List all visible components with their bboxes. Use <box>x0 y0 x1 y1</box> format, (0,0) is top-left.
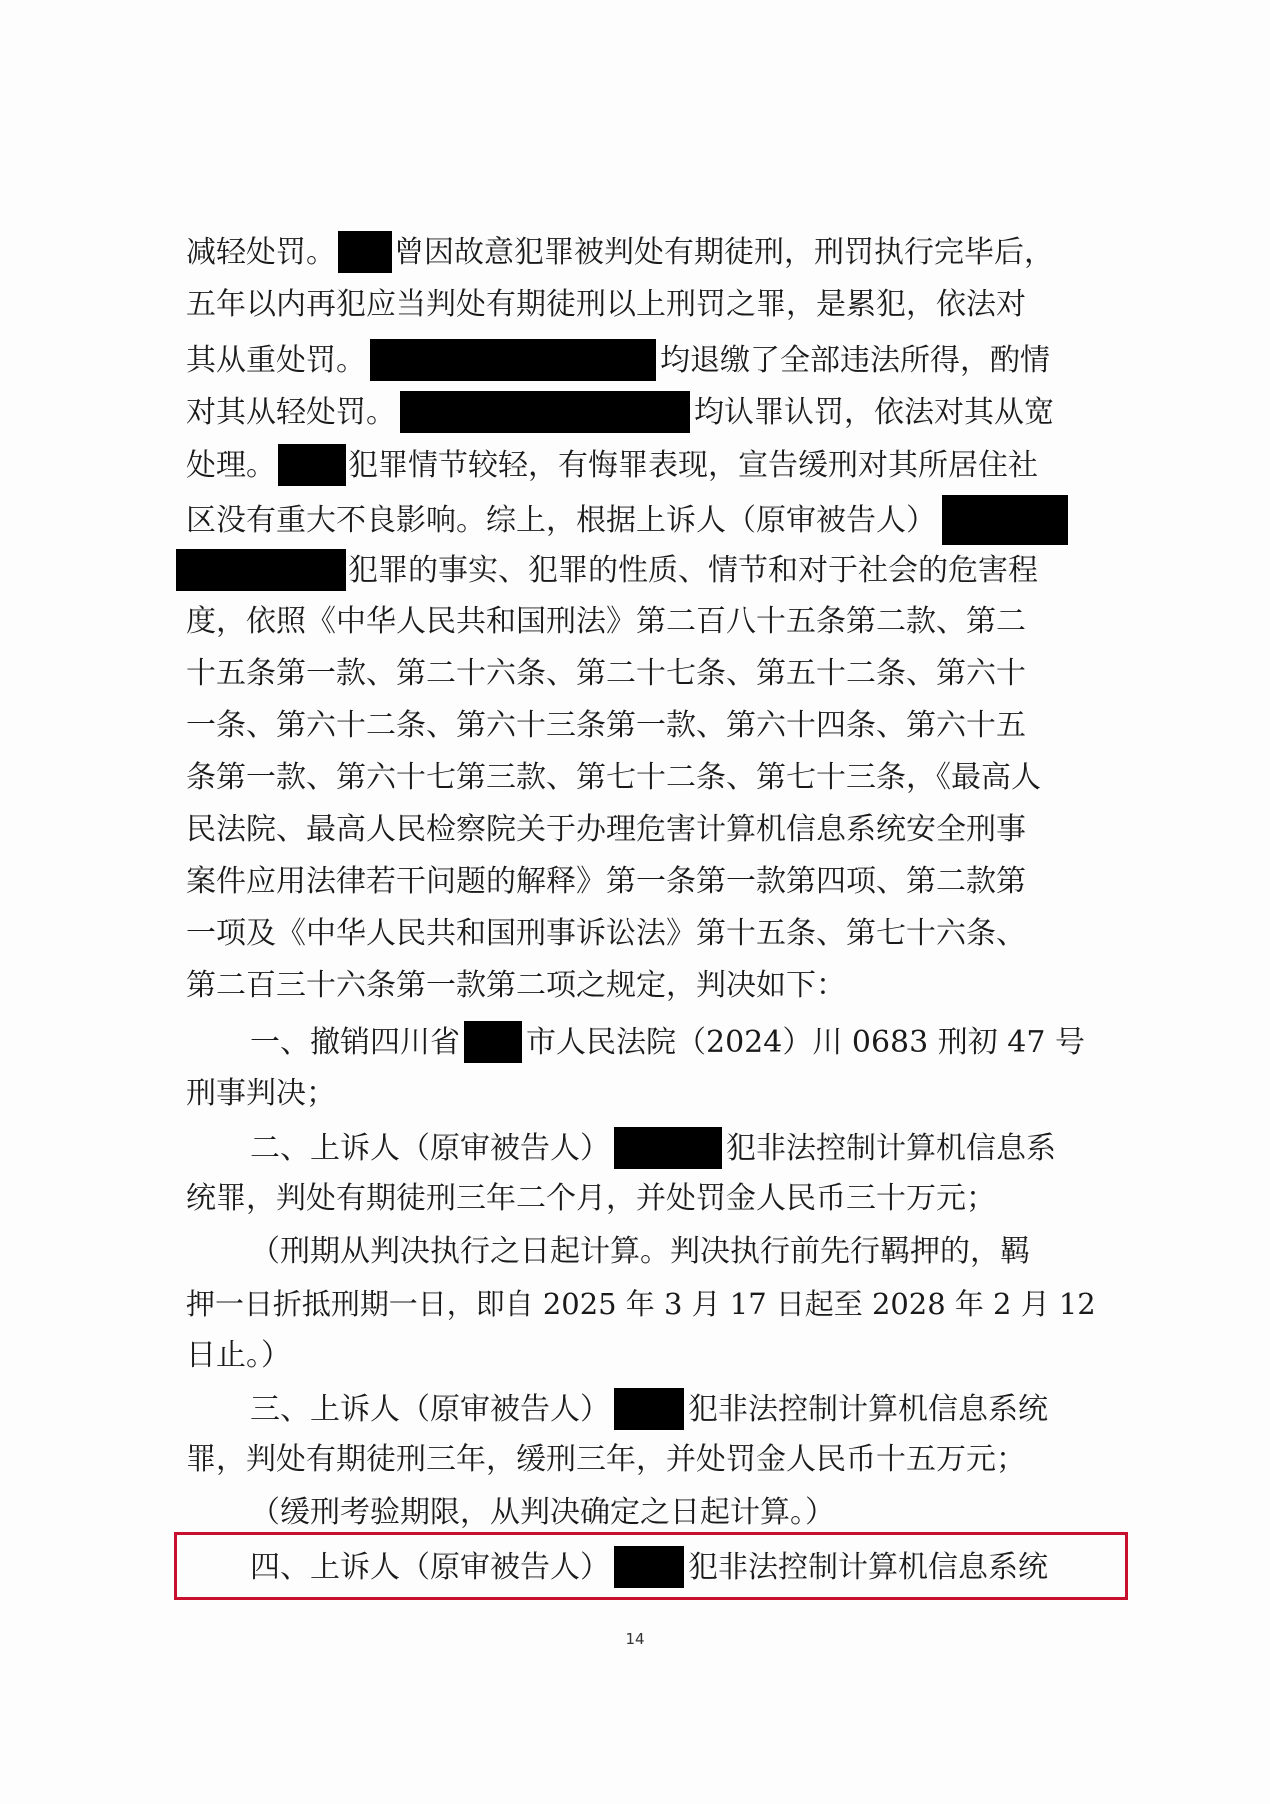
redaction-block <box>176 549 346 591</box>
redaction-block <box>400 391 690 433</box>
redaction-block <box>942 495 1068 545</box>
text-line: 区没有重大不良影响。综上，根据上诉人（原审被告人） <box>186 497 1096 533</box>
redaction-block <box>338 231 392 273</box>
judgment-item-3: 三、上诉人（原审被告人） 犯非法控制计算机信息系统 <box>250 1390 1096 1426</box>
text-line: 减轻处罚。 曾因故意犯罪被判处有期徒刑，刑罚执行完毕后， <box>186 233 1096 269</box>
page-number: 14 <box>625 1630 645 1648</box>
text-line: 五年以内再犯应当判处有期徒刑以上刑罚之罪，是累犯，依法对 <box>186 287 1026 322</box>
redaction-block <box>278 444 346 486</box>
text-line: 案件应用法律若干问题的解释》第一条第一款第四项、第二款第 <box>186 864 1026 899</box>
text-line: 押一日折抵刑期一日，即自 2025 年 3 月 17 日起至 2028 年 2 月 12 <box>186 1287 1096 1321</box>
text-line: 处理。 犯罪情节较轻，有悔罪表现，宣告缓刑对其所居住社 <box>186 446 1096 482</box>
text-line: 一项及《中华人民共和国刑事诉讼法》第十五条、第七十六条、 <box>186 916 1026 951</box>
text-line: 十五条第一款、第二十六条、第二十七条、第五十二条、第六十 <box>186 656 1026 691</box>
redaction-block <box>614 1127 722 1169</box>
text-line: 第二百三十六条第一款第二项之规定，判决如下： <box>186 968 846 1003</box>
judgment-item-2: 二、上诉人（原审被告人） 犯非法控制计算机信息系 <box>250 1129 1096 1165</box>
text-line: 对其从轻处罚。 均认罪认罚，依法对其从宽 <box>186 393 1096 429</box>
text-line: （刑期从判决执行之日起计算。判决执行前先行羁押的，羁 <box>250 1234 1030 1269</box>
judgment-item-1: 一、撤销四川省 市人民法院（2024）川 0683 刑初 47 号 <box>250 1023 1096 1059</box>
redaction-block <box>614 1388 684 1430</box>
redaction-block <box>464 1021 522 1063</box>
text-line: （缓刑考验期限，从判决确定之日起计算。） <box>250 1495 835 1530</box>
text-line: 民法院、最高人民检察院关于办理危害计算机信息系统安全刑事 <box>186 812 1026 847</box>
text-line: 罪，判处有期徒刑三年，缓刑三年，并处罚金人民币十五万元； <box>186 1442 1026 1477</box>
text-line: 犯罪的事实、犯罪的性质、情节和对于社会的危害程 <box>176 551 1086 587</box>
text-line: 其从重处罚。 均退缴了全部违法所得，酌情 <box>186 341 1096 377</box>
text-line: 日止。） <box>186 1338 291 1373</box>
text-line: 刑事判决； <box>186 1076 336 1111</box>
judgment-item-4: 四、上诉人（原审被告人） 犯非法控制计算机信息系统 <box>250 1548 1096 1584</box>
text-line: 统罪，判处有期徒刑三年二个月，并处罚金人民币三十万元； <box>186 1181 996 1216</box>
text-line: 度，依照《中华人民共和国刑法》第二百八十五条第二款、第二 <box>186 604 1026 639</box>
redaction-block <box>370 339 656 381</box>
text-line: 一条、第六十二条、第六十三条第一款、第六十四条、第六十五 <box>186 708 1026 743</box>
text-line: 条第一款、第六十七第三款、第七十二条、第七十三条，《最高人 <box>186 760 1041 795</box>
highlight-box <box>174 1532 1128 1600</box>
